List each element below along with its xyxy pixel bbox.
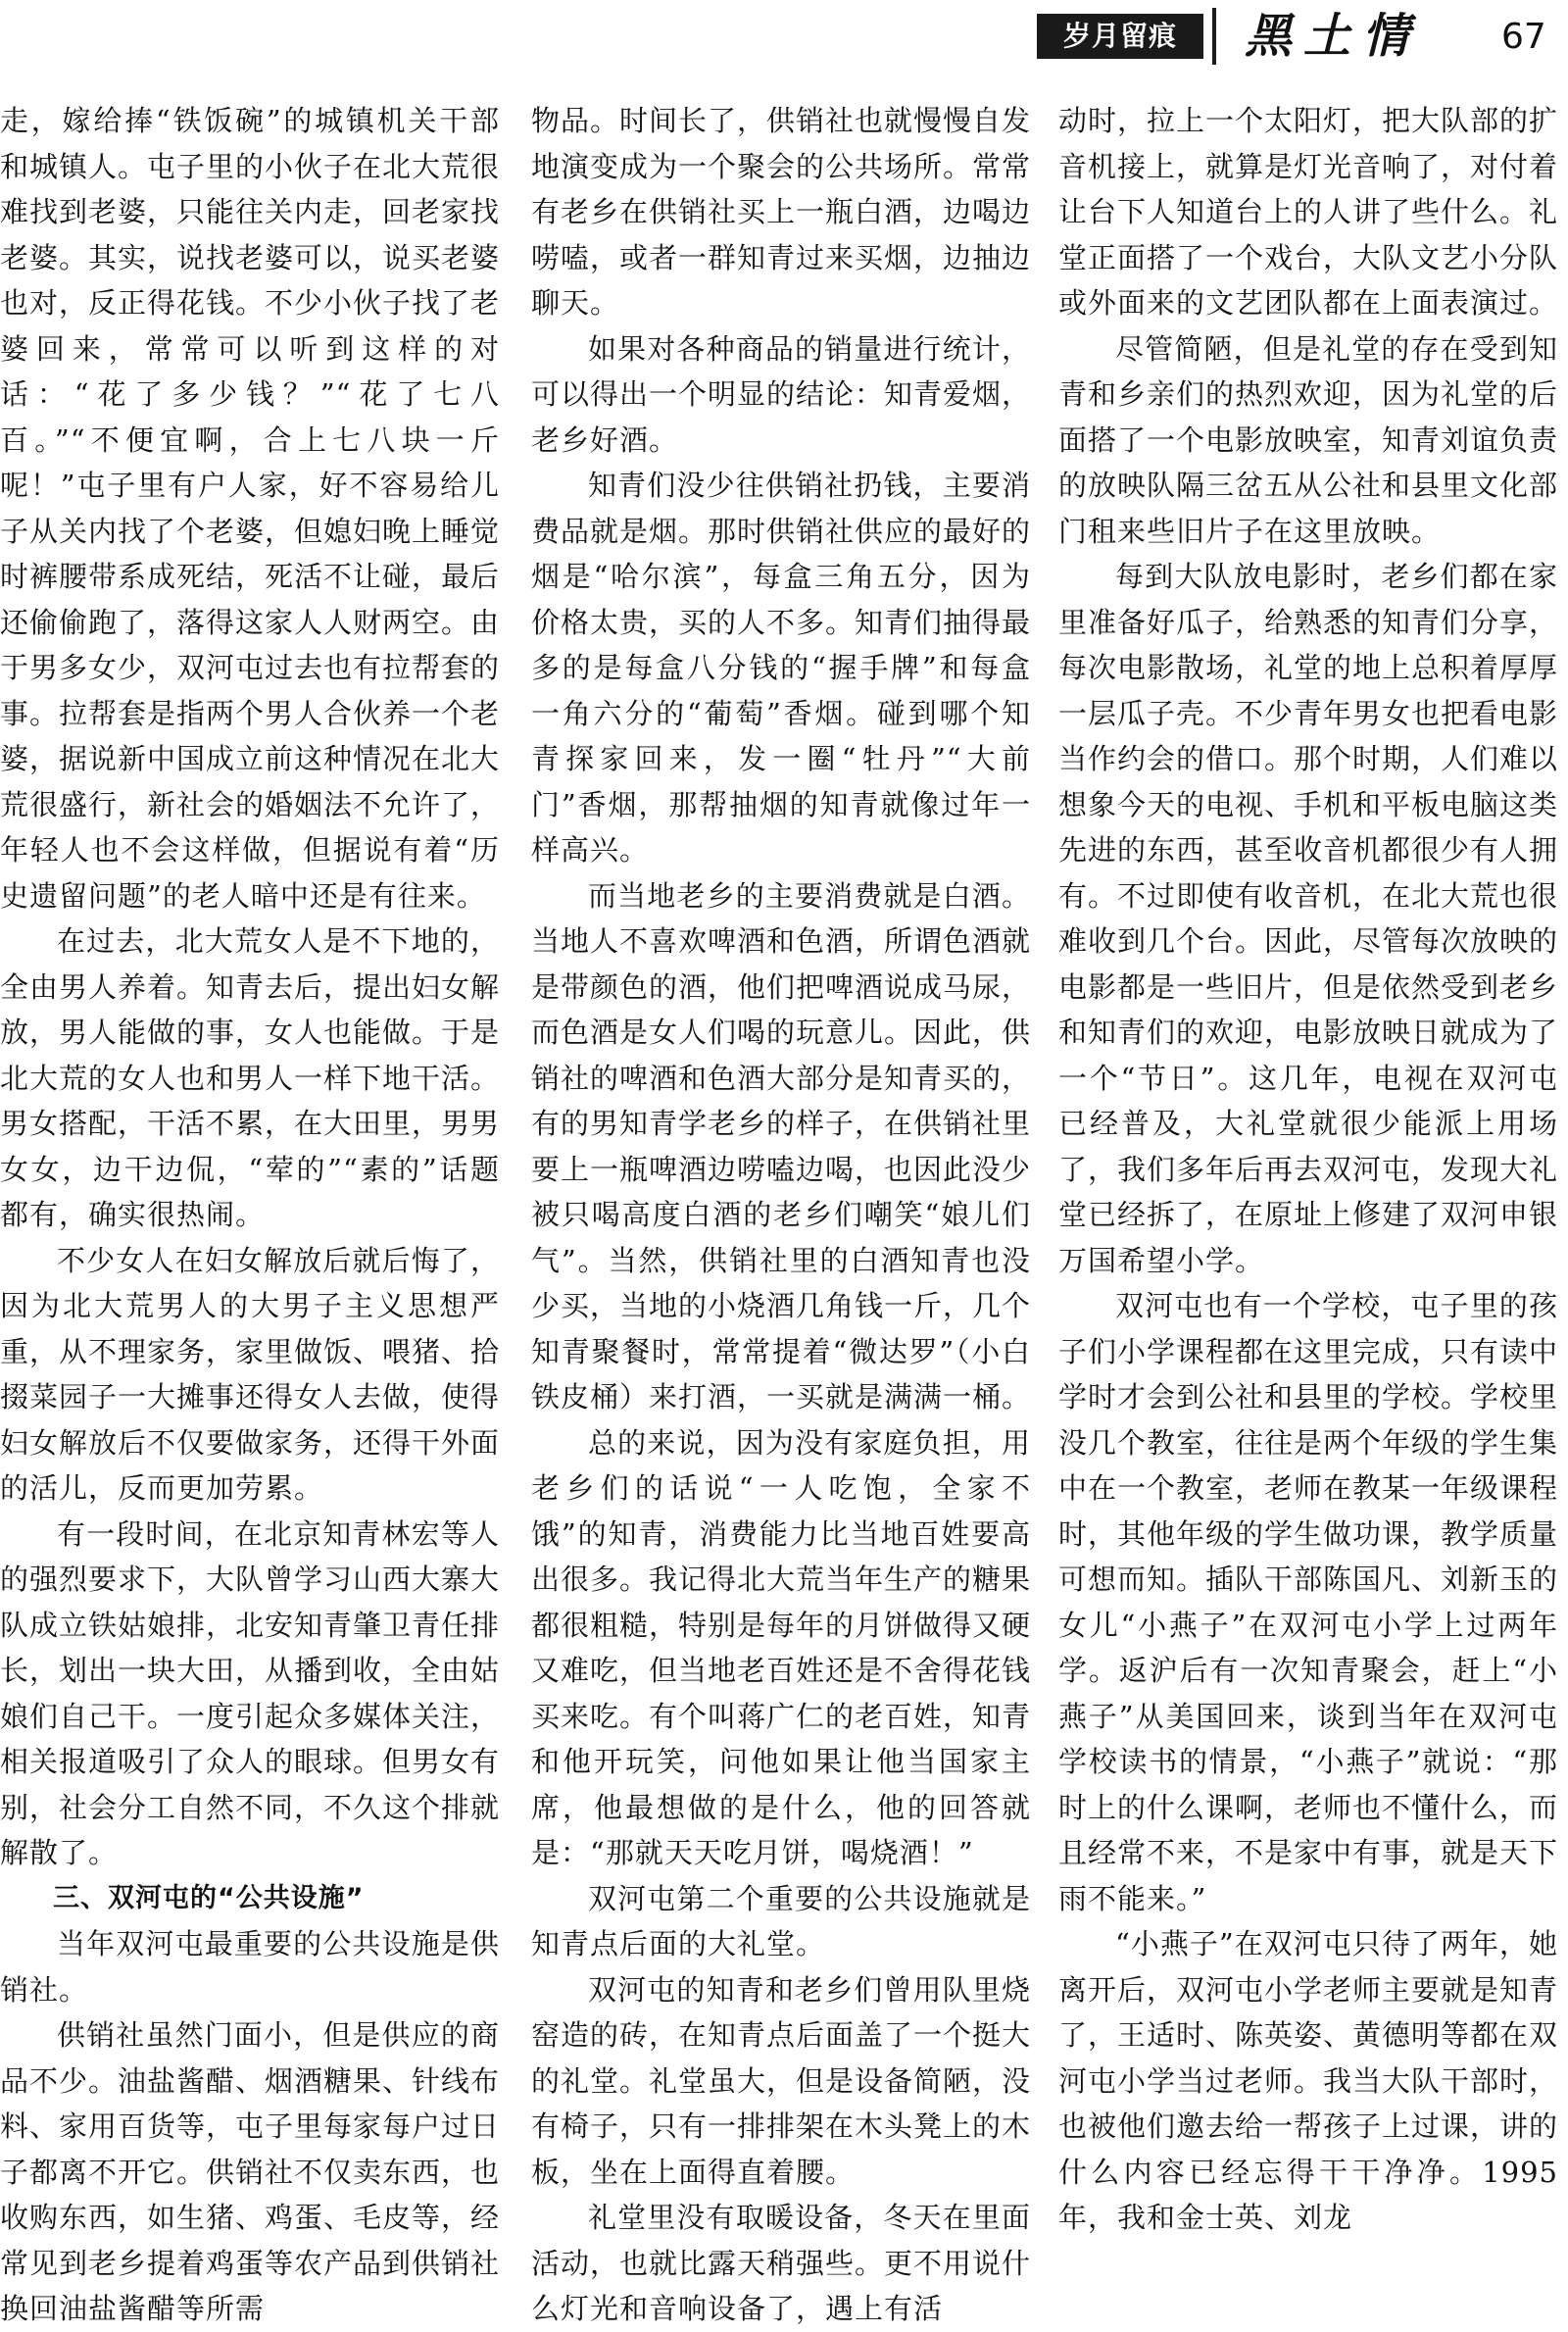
body-paragraph: 总的来说，因为没有家庭负担，用老乡们的话说“一人吃饱，全家不饿”的知青，消费能力比当地百姓要高出很多。我记得北大荒当年生产的糖果都很粗糙，特别是每年的月饼做得又硬又难吃，但当地老百姓还是不舍得花钱买来吃。有个叫蒋广仁的老百姓，知青和他开玩笑，问他如果让他当国家主席，他最想做的是什么，他的回答就是：“那就天天吃月饼，喝烧酒！” <box>531 1425 1032 1869</box>
body-paragraph: 而当地老乡的主要消费就是白酒。当地人不喜欢啤酒和色酒，所谓色酒就是带颜色的酒，他们把啤酒说成马尿，而色酒是女人们喝的玩意儿。因此，供销社的啤酒和色酒大部分是知青买的，有的男知青学老乡的样子，在供销社里要上一瓶啤酒边唠嗑边喝，也因此没少被只喝高度白酒的老乡们嘲笑“娘儿们气”。当然，供销社里的白酒知青也没少买，当地的小烧酒几角钱一斤，几个知青聚餐时，常常提着“微达罗”（小白铁皮桶）来打酒，一买就是满满一桶。 <box>531 878 1032 1414</box>
body-paragraph: “小燕子”在双河屯只待了两年，她离开后，双河屯小学老师主要就是知青了，王适时、陈英姿、黄德明等都在双河屯小学当过老师。我当大队干部时，也被他们邀去给一帮孩子上过课，讲的什么内容已经忘得干干净净。1995年，我和金士英、刘龙 <box>1058 1927 1559 2234</box>
section-heading: 三、双河屯的“公共设施” <box>53 1882 365 1913</box>
body-paragraph: 不少女人在妇女解放后就后悔了，因为北大荒男人的大男子主义思想严重，从不理家务，家里做饭、喂猪、拾掇菜园子一大摊事还得女人去做，使得妇女解放后不仅要做家务，还得干外面的活儿，反而更加劳累。 <box>0 1243 501 1505</box>
body-paragraph: 双河屯的知青和老乡们曾用队里烧窑造的砖，在知青点后面盖了一个挺大的礼堂。礼堂虽大，但是设备简陋，没有椅子，只有一排排架在木头凳上的木板，坐在上面得直着腰。 <box>531 1972 1032 2189</box>
body-paragraph: 物品。时间长了，供销社也就慢慢自发地演变成为一个聚会的公共场所。常常有老乡在供销社买上一瓶白酒，边喝边唠嗑，或者一群知青过来买烟，边抽边聊天。 <box>531 104 1032 320</box>
body-paragraph: 双河屯也有一个学校，屯子里的孩子们小学课程都在这里完成，只有读中学时才会到公社和县里的学校。学校里没几个教室，往往是两个年级的学生集中在一个教室，老师在教某一年级课程时，其他年级的学生做功课，教学质量可想而知。插队干部陈国凡、刘新玉的女儿“小燕子”在双河屯小学上过两年学。返沪后有一次知青聚会，赶上“小燕子”从美国回来，谈到当年在双河屯学校读书的情景，“小燕子”就说：“那时上的什么课啊，老师也不懂什么，而且经常不来，不是家中有事，就是天下雨不能来。” <box>1058 1289 1559 1915</box>
body-paragraph: 如果对各种商品的销量进行统计，可以得出一个明显的结论：知青爱烟，老乡好酒。 <box>531 331 1032 457</box>
body-paragraph: 当年双河屯最重要的公共设施是供销社。 <box>0 1927 500 2007</box>
text-column-1 <box>0 98 501 2325</box>
body-paragraph: 走，嫁给捧“铁饭碗”的城镇机关干部和城镇人。屯子里的小伙子在北大荒很难找到老婆，只能往关内走，回老家找老婆。其实，说找老婆可以，说买老婆也对，反正得花钱。不少小伙子找了老婆回来，常常可以听到这样的对话：“花了多少钱？”“花了七八百。”“不便宜啊，合上七八块一斤呢！”屯子里有户人家，好不容易给儿子从关内找了个老婆，但媳妇晚上睡觉时裤腰带系成死结，死活不让碰，最后还偷偷跑了，落得这家人人财两空。由于男多女少，双河屯过去也有拉帮套的事。拉帮套是指两个男人合伙养一个老婆，据说新中国成立前这种情况在北大荒很盛行，新社会的婚姻法不允许了，年轻人也不会这样做，但据说有着“历史遗留问题”的老人暗中还是有往来。 <box>0 104 501 913</box>
page-header <box>0 0 1568 78</box>
body-paragraph: 双河屯第二个重要的公共设施就是知青点后面的大礼堂。 <box>531 1881 1031 1960</box>
body-paragraph: 动时，拉上一个太阳灯，把大队部的扩音机接上，就算是灯光音响了，对付着让台下人知道台上的人讲了些什么。礼堂正面搭了一个戏台，大队文艺小分队或外面来的文艺团队都在上面表演过。 <box>1058 104 1559 320</box>
body-paragraph: 每到大队放电影时，老乡们都在家里准备好瓜子，给熟悉的知青们分享，每次电影散场，礼堂的地上总积着厚厚一层瓜子壳。不少青年男女也把看电影当作约会的借口。那个时期，人们难以想象今天的电视、手机和平板电脑这类先进的东西，甚至收音机都很少有人拥有。不过即使有收音机，在北大荒也很难收到几个台。因此，尽管每次放映的电影都是一些旧片，但是依然受到老乡和知青们的欢迎，电影放映日就成为了一个“节日”。这几年，电视在双河屯已经普及，大礼堂就很少能派上用场了，我们多年后再去双河屯，发现大礼堂已经拆了，在原址上修建了双河申银万国希望小学。 <box>1058 560 1559 1277</box>
header-divider <box>1212 8 1216 65</box>
body-paragraph: 尽管简陋，但是礼堂的存在受到知青和乡亲们的热烈欢迎，因为礼堂的后面搭了一个电影放映室，知青刘谊负责的放映队隔三岔五从公社和县里文化部门租来些旧片子在这里放映。 <box>1058 331 1559 548</box>
body-paragraph: 知青们没少往供销社扔钱，主要消费品就是烟。那时供销社供应的最好的烟是“哈尔滨”，每盒三角五分，因为价格太贵，买的人不多。知青们抽得最多的是每盒八分钱的“握手牌”和每盒一角六分的“葡萄”香烟。碰到哪个知青探家回来，发一圈“牡丹”“大前门”香烟，那帮抽烟的知青就像过年一样高兴。 <box>531 469 1032 867</box>
section-label: 岁月留痕 <box>1037 14 1203 59</box>
page-number: 67 <box>1501 17 1546 57</box>
body-paragraph: 在过去，北大荒女人是不下地的，全由男人养着。知青去后，提出妇女解放，男人能做的事，女人也能做。于是北大荒的女人也和男人一样下地干活。男女搭配，干活不累，在大田里，男男女女，边干边侃，“荤的”“素的”话题都有，确实很热闹。 <box>0 924 501 1231</box>
body-paragraph: 供销社虽然门面小，但是供应的商品不少。油盐酱醋、烟酒糖果、针线布料、家用百货等，屯子里每家每户过日子都离不开它。供销社不仅卖东西，也收购东西，如生猪、鸡蛋、毛皮等，经常见到老乡提着鸡蛋等农产品到供销社换回油盐酱醋等所需 <box>0 2018 501 2325</box>
text-column-2 <box>531 98 1032 2325</box>
body-paragraph: 礼堂里没有取暖设备，冬天在里面活动，也就比露天稍强些。更不用说什么灯光和音响设备了，遇上有活 <box>531 2201 1032 2325</box>
body-paragraph: 有一段时间，在北京知青林宏等人的强烈要求下，大队曾学习山西大寨大队成立铁姑娘排，北安知青肇卫青任排长，划出一块大田，从播到收，全由姑娘们自己干。一度引起众多媒体关注，相关报道吸引了众人的眼球。但男女有别，社会分工自然不同，不久这个排就解散了。 <box>0 1516 501 1869</box>
magazine-title-logo: 黑土情 <box>1245 9 1422 64</box>
text-column-3 <box>1058 98 1558 2251</box>
